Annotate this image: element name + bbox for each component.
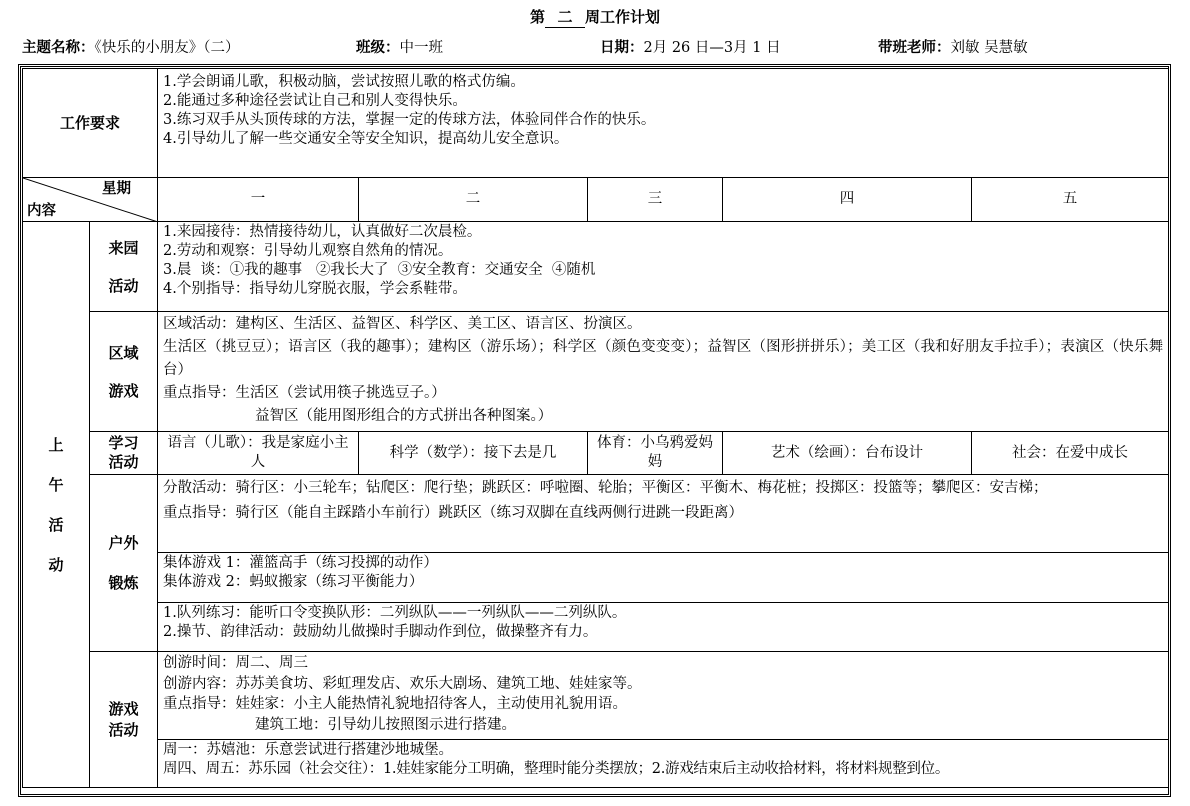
outdoor-label: 户外 锻炼 bbox=[90, 475, 158, 652]
theme-field: 主题名称：《快乐的小朋友》（二） bbox=[22, 40, 240, 56]
study-wednesday: 体育：小乌鸦爱妈妈 bbox=[588, 432, 723, 475]
week-number: 二 bbox=[545, 6, 585, 28]
outdoor-free-row bbox=[23, 475, 1169, 553]
arrival-label: 来园 活动 bbox=[90, 222, 158, 312]
weekday-label: 星期 bbox=[102, 181, 132, 197]
teacher-field: 带班老师：刘敏 吴慧敏 bbox=[878, 40, 1028, 56]
requirements-label: 工作要求 bbox=[23, 69, 158, 178]
weekday-content-corner bbox=[23, 178, 158, 222]
study-thursday: 艺术（绘画）：台布设计 bbox=[723, 432, 972, 475]
play-creative-content: 创游时间：周二、周三 创游内容：苏苏美食坊、彩虹理发店、欢乐大剧场、建筑工地、娃娃家等。 重点指导：娃娃家：小主人能热情礼貌地招待客人，主动使用礼貌用语。 建筑工地：引导幼儿按照图示进行搭建。 bbox=[158, 652, 1169, 740]
play-label: 游戏 活动 bbox=[90, 652, 158, 788]
arrival-content: 1.来园接待：热情接待幼儿，认真做好二次晨检。 2.劳动和观察：引导幼儿观察自然角的情况。 3.晨 谈：①我的趣事 ②我长大了 ③安全教育：交通安全 ④随机 4.个别指导：指导幼儿穿脱衣服，学会系鞋带。 bbox=[158, 222, 1169, 312]
content-label: 内容 bbox=[27, 203, 56, 219]
plan-table-frame bbox=[18, 64, 1171, 797]
area-games-content: 区域活动：建构区、生活区、益智区、科学区、美工区、语言区、扮演区。 生活区（挑豆豆）；语言区（我的趣事）；建构区（游乐场）；科学区（颜色变变变）；益智区（图形拼拼乐）；美工区（我和好朋友手拉手）；表演区（快乐舞台） 重点指导：生活区（尝试用筷子挑选豆子。） 益智区（能用图形组合的方式拼出各种图案。） bbox=[158, 312, 1169, 432]
date-field: 日期：2月 26 日—3月 1 日 bbox=[600, 40, 781, 56]
study-monday: 语言（儿歌）：我是家庭小主人 bbox=[158, 432, 359, 475]
day-header: 二 bbox=[359, 178, 588, 222]
arrival-row bbox=[23, 222, 1169, 312]
outdoor-free-content: 分散活动：骑行区：小三轮车；钻爬区：爬行垫；跳跃区：呼啦圈、轮胎；平衡区：平衡木、梅花桩；投掷区：投篮等；攀爬区：安吉梯； 重点指导：骑行区（能自主踩踏小车前行）跳跃区（练习双脚在直线两侧行进跳一段距离） bbox=[158, 475, 1169, 553]
day-header: 三 bbox=[588, 178, 723, 222]
page-title: 第 二 周工作计划 bbox=[529, 8, 661, 26]
weekly-plan-table bbox=[22, 68, 1169, 788]
play-outdoor-row bbox=[23, 740, 1169, 788]
class-field: 班级：中一班 bbox=[356, 40, 443, 56]
day-header: 一 bbox=[158, 178, 359, 222]
play-creative-row bbox=[23, 652, 1169, 740]
study-friday: 社会：在爱中成长 bbox=[972, 432, 1169, 475]
outdoor-group-row bbox=[23, 553, 1169, 603]
area-games-label: 区域 游戏 bbox=[90, 312, 158, 432]
outdoor-group-content: 集体游戏 1：灌篮高手（练习投掷的动作） 集体游戏 2：蚂蚁搬家（练习平衡能力） bbox=[158, 553, 1169, 603]
area-games-row bbox=[23, 312, 1169, 432]
day-header: 五 bbox=[972, 178, 1169, 222]
day-header: 四 bbox=[723, 178, 972, 222]
outdoor-drill-content: 1.队列练习：能听口令变换队形：二列纵队——一列纵队——二列纵队。 2.操节、韵律活动：鼓励幼儿做操时手脚动作到位，做操整齐有力。 bbox=[158, 603, 1169, 652]
study-row bbox=[23, 432, 1169, 475]
days-header-row bbox=[23, 178, 1169, 222]
study-label: 学习 活动 bbox=[90, 432, 158, 475]
study-tuesday: 科学（数学）：接下去是几 bbox=[359, 432, 588, 475]
requirements-content: 1.学会朗诵儿歌，积极动脑，尝试按照儿歌的格式仿编。 2.能通过多种途径尝试让自己和别人变得快乐。 3.练习双手从头顶传球的方法，掌握一定的传球方法，体验同伴合作的快乐。 4.引导幼儿了解一些交通安全等安全知识，提高幼儿安全意识。 bbox=[158, 69, 1169, 178]
requirements-row bbox=[23, 69, 1169, 178]
plan-header bbox=[22, 36, 1182, 58]
morning-activities-label: 上 午 活 动 bbox=[23, 222, 90, 788]
play-outdoor-content: 周一：苏嬉池：乐意尝试进行搭建沙地城堡。 周四、周五：苏乐园（社会交往）：1.娃娃家能分工明确，整理时能分类摆放；2.游戏结束后主动收拾材料，将材料规整到位。 bbox=[158, 740, 1169, 788]
outdoor-drill-row bbox=[23, 603, 1169, 652]
